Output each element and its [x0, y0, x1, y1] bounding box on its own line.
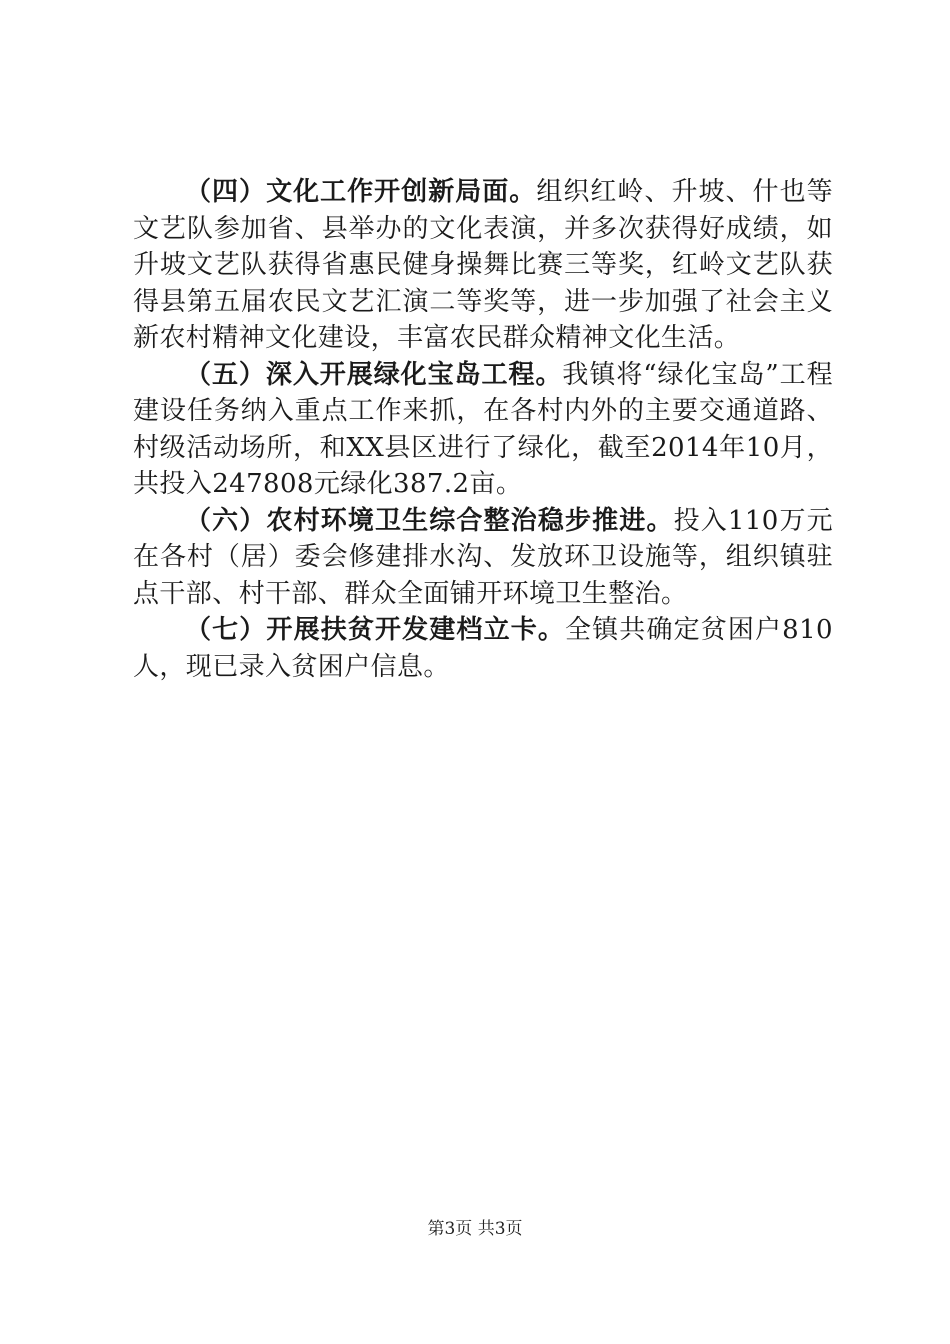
paragraph-poverty — [133, 612, 833, 685]
paragraph-text: 组织红岭、升坡、什也等文艺队参加省、县举办的文化表演，并多次获得好成绩，如升坡文艺队获得省惠民健身操舞比赛三等奖，红岭文艺队获得县第五届农民文艺汇演二等奖等，进一步加强了社会主义新农村精神文化建设，丰富农民群众精神文化生活。 — [133, 177, 834, 353]
paragraph-sanitation — [133, 503, 833, 613]
paragraph-greening — [133, 357, 833, 503]
paragraph-text: 全镇共确定贫困户810人，现已录入贫困户信息。 — [133, 615, 833, 682]
paragraph-text: 投入110万元在各村（居）委会修建排水沟、发放环卫设施等，组织镇驻点干部、村干部、群众全面铺开环境卫生整治。 — [133, 505, 833, 609]
paragraph-heading: （五）深入开展绿化宝岛工程。 — [185, 359, 563, 390]
paragraph-heading: （七）开展扶贫开发建档立卡。 — [185, 615, 566, 645]
paragraph-heading: （六）农村环境卫生综合整治稳步推进。 — [185, 505, 674, 536]
paragraph-heading: （四）文化工作开创新局面。 — [185, 177, 537, 207]
paragraph-text: 我镇将“绿化宝岛”工程建设任务纳入重点工作来抓，在各村内外的主要交通道路、村级活动场所，和XX县区进行了绿化，截至2014年10月，共投入247808元绿化387.2亩。 — [133, 359, 833, 499]
paragraph-culture — [133, 174, 833, 357]
page-number-footer: 第3页 共3页 — [427, 1219, 523, 1239]
document-body — [133, 174, 833, 685]
